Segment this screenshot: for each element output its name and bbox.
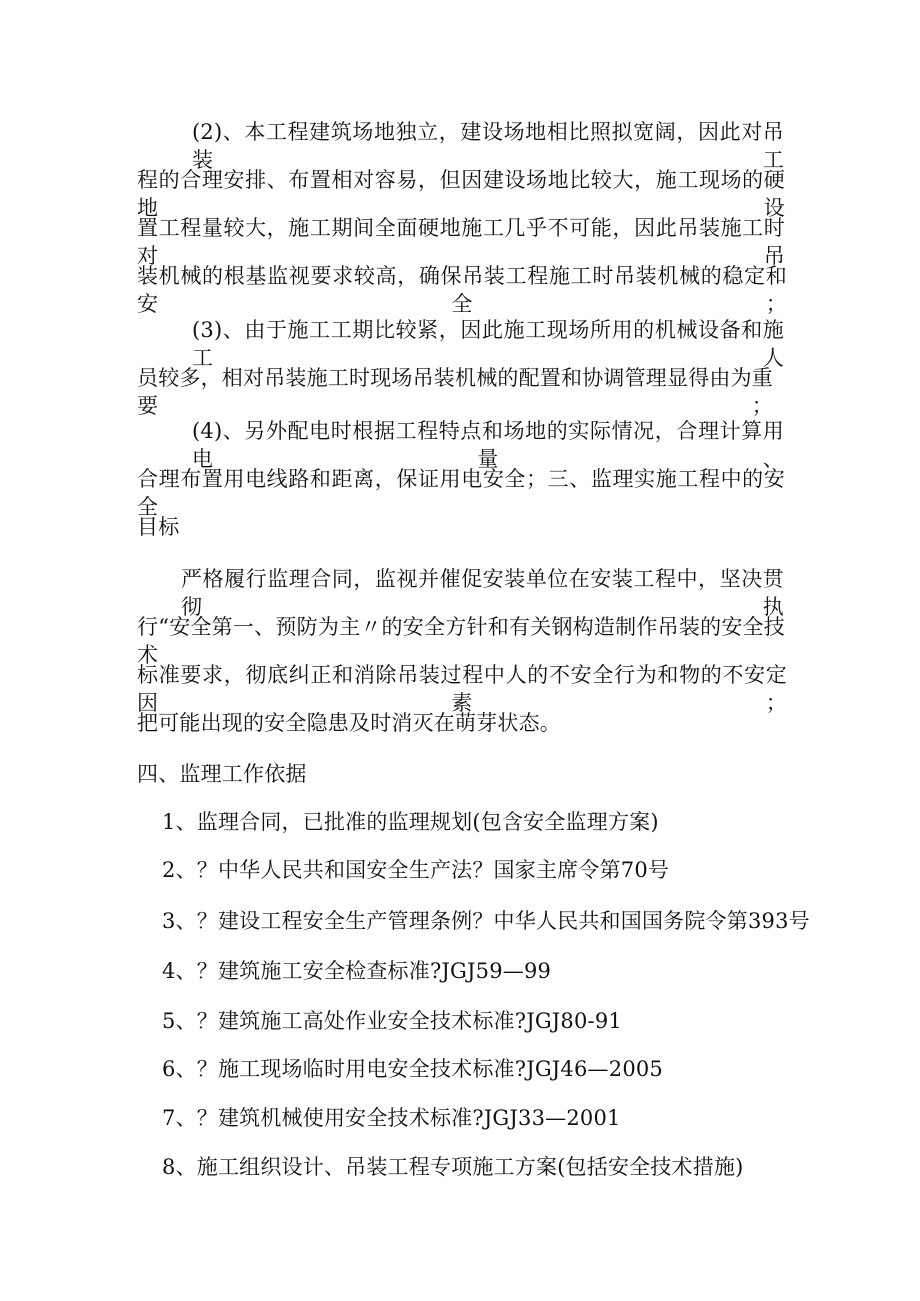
section-heading: 四、监理工作依据 [137,762,307,786]
basis-item-8: 8、施工组织设计、吊装工程专项施工方案(包括安全技术措施) [162,1155,744,1179]
goal-line-2: 行“安全第一、预防为主〃的安全方针和有关钢构造制作吊装的安全技术 [137,615,785,667]
basis-item-6: 6、？施工现场临时用电安全技术标准?JGJ46—2005 [162,1057,663,1081]
basis-item-3: 3、？建设工程安全生产管理条例？中华人民共和国国务院令第393号 [162,909,810,933]
goal-line-3: 标准要求，彻底纠正和消除吊装过程中人的不安全行为和物的不安定因素； [137,663,787,715]
paragraph-3-line-1: (3)、由于施工工期比较紧，因此施工现场所用的机械设备和施工人 [192,318,784,370]
paragraph-4-line-3: 目标 [137,515,180,539]
paragraph-2-line-2: 程的合理安排、布置相对容易，但因建设场地比较大，施工现场的硬地设 [137,168,785,220]
paragraph-2-line-3: 置工程量较大，施工期间全面硬地施工几乎不可能，因此吊装施工时对吊 [137,216,785,268]
goal-line-4: 把可能出现的安全隐患及时消灭在萌芽状态。 [137,711,561,735]
paragraph-2-line-1: (2)、本工程建筑场地独立，建设场地相比照拟宽阔，因此对吊装工 [192,120,784,172]
basis-item-7: 7、？建筑机械使用安全技术标准?JGJ33—2001 [162,1106,621,1130]
basis-item-4: 4、？建筑施工安全检查标准?JGJ59—99 [162,959,552,983]
paragraph-4-line-2: 合理布置用电线路和距离，保证用电安全；三、监理实施工程中的安全 [137,467,785,519]
paragraph-3-line-2: 员较多，相对吊装施工时现场吊装机械的配置和协调管理显得由为重要； [137,366,773,418]
basis-item-2: 2、？中华人民共和国安全生产法？国家主席令第70号 [162,858,670,882]
paragraph-2-line-4: 装机械的根基监视要求较高，确保吊装工程施工时吊装机械的稳定和安全； [137,264,787,316]
basis-item-5: 5、？建筑施工高处作业安全技术标准?JGJ80-91 [162,1009,622,1033]
goal-line-1: 严格履行监理合同，监视并催促安装单位在安装工程中，坚决贯彻执 [181,567,784,619]
paragraph-4-line-1: (4)、另外配电时根据工程特点和场地的实际情况，合理计算用电量、 [192,419,784,471]
basis-item-1: 1、监理合同，已批准的监理规划(包含安全监理方案) [162,810,659,834]
